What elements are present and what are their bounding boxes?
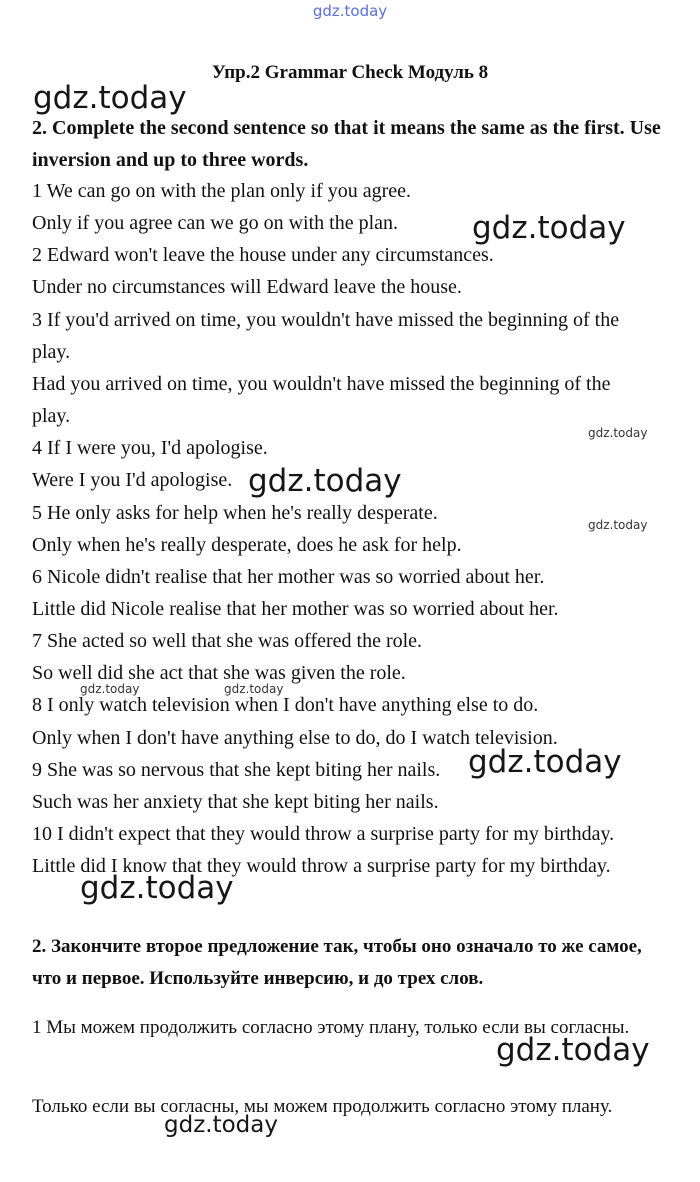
sentence-line: 2 Edward won't leave the house under any circumstances. [32, 244, 494, 266]
sentence-line: 4 If I were you, I'd apologise. [32, 437, 268, 459]
task-heading: 2. Complete the second sentence so that it means the same as the first. Use inversion and up to three words. [32, 117, 661, 171]
sentence-line: 6 Nicole didn't realise that her mother was so worried about her. [32, 566, 545, 588]
watermark: gdz.today [588, 518, 648, 532]
ru-paragraph: Только если вы согласны, мы можем продолжить согласно этому плану. [32, 1096, 613, 1117]
sentence-line: Were I you I'd apologise. [32, 469, 233, 491]
watermark: gdz.today [468, 744, 622, 780]
watermark: gdz.today [80, 682, 140, 696]
sentence-line: Had you arrived on time, you wouldn't have missed the beginning of the [32, 373, 611, 395]
sentence-line: Only when he's really desperate, does he ask for help. [32, 534, 462, 556]
ru-paragraph: 1 Мы можем продолжить согласно этому плану, только если вы согласны. [32, 1017, 630, 1038]
sentence-line: Only if you agree can we go on with the plan. [32, 212, 399, 234]
sentence-line: Such was her anxiety that she kept biting her nails. [32, 791, 439, 813]
sentence-line: 5 He only asks for help when he's really desperate. [32, 502, 438, 524]
watermark: gdz.today [80, 870, 234, 906]
watermark: gdz.today [33, 80, 187, 116]
sentence-line: 9 She was so nervous that she kept biting her nails. [32, 759, 441, 781]
sentence-line: Under no circumstances will Edward leave the house. [32, 276, 462, 298]
ru-task-heading: 2. Закончите второе предложение так, чтобы оно означало то же самое, что и первое. Используйте инверсию, и до трех слов. [32, 936, 642, 989]
sentence-line: Little did Nicole realise that her mother was so worried about her. [32, 598, 559, 620]
sentence-line: 1 We can go on with the plan only if you agree. [32, 180, 412, 202]
sentence-line: play. [32, 341, 71, 363]
sentence-line: Little did I know that they would throw a surprise party for my birthday. [32, 855, 611, 877]
sentence-line: play. [32, 405, 71, 427]
page-title: Упр.2 Grammar Check Модуль 8 [211, 62, 489, 83]
watermark: gdz.today [164, 1112, 278, 1138]
sentence-line: 7 She acted so well that she was offered the role. [32, 630, 423, 652]
watermark: gdz.today [248, 463, 402, 499]
watermark: gdz.today [496, 1032, 650, 1068]
top-watermark: gdz.today [312, 2, 388, 20]
sentence-line: 8 I only watch television when I don't have anything else to do. [32, 694, 539, 716]
sentence-line: 10 I didn't expect that they would throw a surprise party for my birthday. [32, 823, 615, 845]
sentence-line: Only when I don't have anything else to do, do I watch television. [32, 727, 558, 749]
watermark: gdz.today [588, 426, 648, 440]
watermark: gdz.today [224, 682, 284, 696]
sentence-line: 3 If you'd arrived on time, you wouldn't have missed the beginning of the [32, 309, 620, 331]
watermark: gdz.today [472, 210, 626, 246]
sentence-line: So well did she act that she was given the role. [32, 662, 406, 684]
